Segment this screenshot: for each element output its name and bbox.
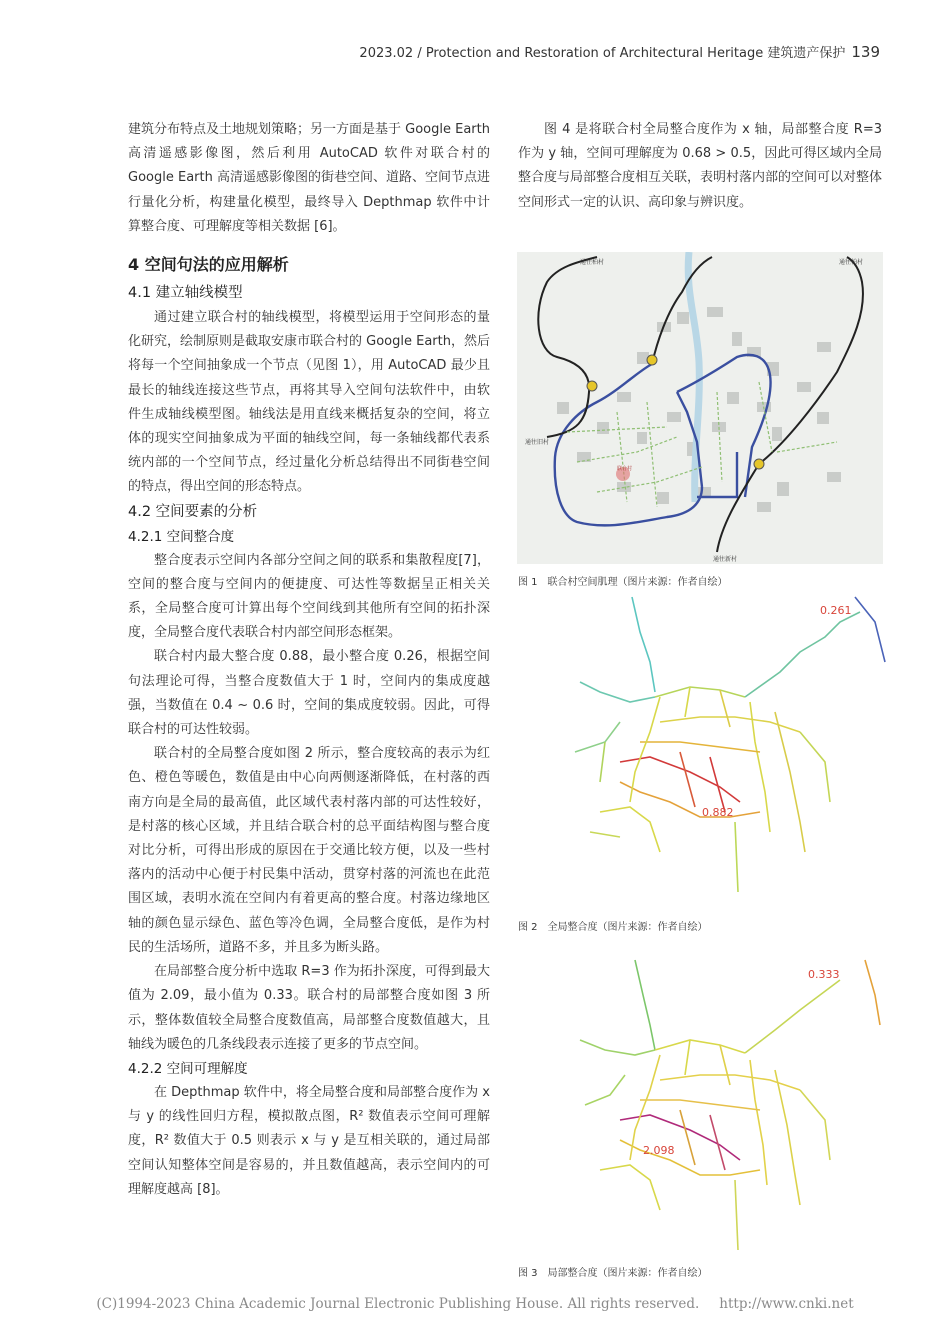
figure-3-local-integration-map: [575, 955, 885, 1255]
subsubsection-heading: 4.2.2 空间可理解度: [128, 1060, 248, 1077]
paragraph: 整合度表示空间内各部分空间之间的联系和集散程度[7]，空间的整合度与空间内的便捷度、可达性等数据呈正相关关系，全局整合度可计算出每个空间线到其他所有空间的拓扑深度，全局整合度代表联合村内部空间形态框架。: [128, 552, 490, 641]
paragraph: 在局部整合度分析中选取 R=3 作为拓扑深度，可得到最大值为 2.09，最小值为 0.33。联合村的局部整合度如图 3 所示，整体数值较全局整合度数值高，局部整合度数值越大，且轴线为暖色的几条线段表示连接了更多的节点空间。: [128, 964, 490, 1052]
paragraph: 联合村的全局整合度如图 2 所示，整合度较高的表示为红色、橙色等暖色，数值是由中心向两侧逐渐降低，在村落的西南方向是全局的最高值，此区域代表村落内部的可达性较好，是村落的核心区域，并且结合联合村的总平面结构图与整合度对比分析，可得出形成的原因在于交通比较方便，以及一些村落内的活动中心便于村民集中活动，贯穿村落的河流也在此范围区域，表明水流在空间内有着更高的整合度。村落边缘地区轴的颜色显示绿色、蓝色等冷色调，全局整合度低，是作为村民的生活场所，道路不多，并且多为断头路。: [128, 746, 490, 955]
figure-3-caption: 图 3 局部整合度（图片来源：作者自绘）: [518, 1268, 708, 1279]
figure-2-caption: 图 2 全局整合度（图片来源：作者自绘）: [518, 922, 708, 933]
page-number: 139: [851, 43, 880, 61]
min-value-label: 0.261: [820, 604, 852, 617]
figure-1-caption: 图 1 联合村空间肌理（图片来源：作者自绘）: [518, 577, 728, 588]
section-heading: 4 空间句法的应用解析: [128, 255, 289, 275]
axial-lines: [580, 960, 880, 1250]
max-value-label: 2.098: [643, 1144, 675, 1157]
right-column: [518, 118, 882, 215]
max-value-label: 0.882: [702, 806, 734, 819]
cnki-url[interactable]: http://www.cnki.net: [719, 1296, 854, 1312]
paragraph: 建筑分布特点及土地规划策略；另一方面是基于 Google Earth 高清遥感影像图，然后利用 AutoCAD 软件对联合村的 Google Earth 高清遥感影像图的街巷空间、道路、空间节点进行量化分析，构建量化模型，最终导入 Depthmap 软件中计算整合度、可理解度等相关数据 [6]。: [128, 122, 490, 234]
subsection-heading: 4.1 建立轴线模型: [128, 285, 243, 302]
road-label: 通往新村: [713, 556, 738, 563]
left-column: [128, 118, 490, 1202]
subsection-heading: 4.2 空间要素的分析: [128, 503, 258, 520]
road-label: 通往旧村: [525, 439, 550, 446]
paragraph: 图 4 是将联合村全局整合度作为 x 轴，局部整合度 R=3 作为 y 轴，空间可理解度为 0.68 > 0.5，因此可得区域内全局整合度与局部整合度相互关联，表明村落内部的空间可以对整体空间形式一定的认识、高印象与辨识度。: [518, 122, 883, 210]
paragraph: 在 Depthmap 软件中，将全局整合度和局部整合度作为 x 与 y 的线性回归方程，模拟散点图，R² 数值表示空间可理解度，R² 数值大于 0.5 则表示 x 与 y 是互相关联的，通过局部空间认知整体空间是容易的，并且数值越高，表示空间内的可理解度越高 [8]。: [128, 1084, 490, 1197]
paragraph: 通过建立联合村的轴线模型，将模型运用于空间形态的量化研究，绘制原则是截取安康市联合村的 Google Earth，然后将每一个空间抽象成一个节点（见图 1），用 AutoCAD 最少且最长的轴线连接这些节点，再将其导入空间句法软件中，由软件生成轴线模型图。轴线法是用直线来概括复杂的空间，将立体的现实空间抽象成为平面的轴线空间，每一条轴线都代表系统内部的一个空间节点，经过量化分析总结得出不同街巷空间的特点，得出空间的形态特点。: [128, 310, 490, 495]
road-label: 通往柏村: [839, 259, 864, 266]
header-text: 2023.02 / Protection and Restoration of Architectural Heritage 建筑遗产保护: [359, 46, 846, 61]
cnki-footer: [0, 1296, 950, 1312]
axial-lines: [575, 597, 885, 892]
center-label: 联合村: [617, 466, 633, 472]
paragraph: 联合村内最大整合度 0.88，最小整合度 0.26，根据空间句法理论可得，当整合度数值大于 1 时，空间内的集成度越强，当数值在 0.4 ~ 0.6 时，空间的集成度较弱。因此，可得联合村的可达性较弱。: [128, 649, 490, 738]
road-label: 通往柏村: [580, 259, 605, 266]
figure-2-global-integration-map: [560, 592, 890, 902]
copyright-text: (C)1994-2023 China Academic Journal Electronic Publishing House. All rights reserved.: [96, 1296, 700, 1312]
figure-1-village-map: [517, 252, 883, 564]
min-value-label: 0.333: [808, 968, 840, 981]
subsubsection-heading: 4.2.1 空间整合度: [128, 528, 235, 545]
running-header: [359, 42, 880, 61]
